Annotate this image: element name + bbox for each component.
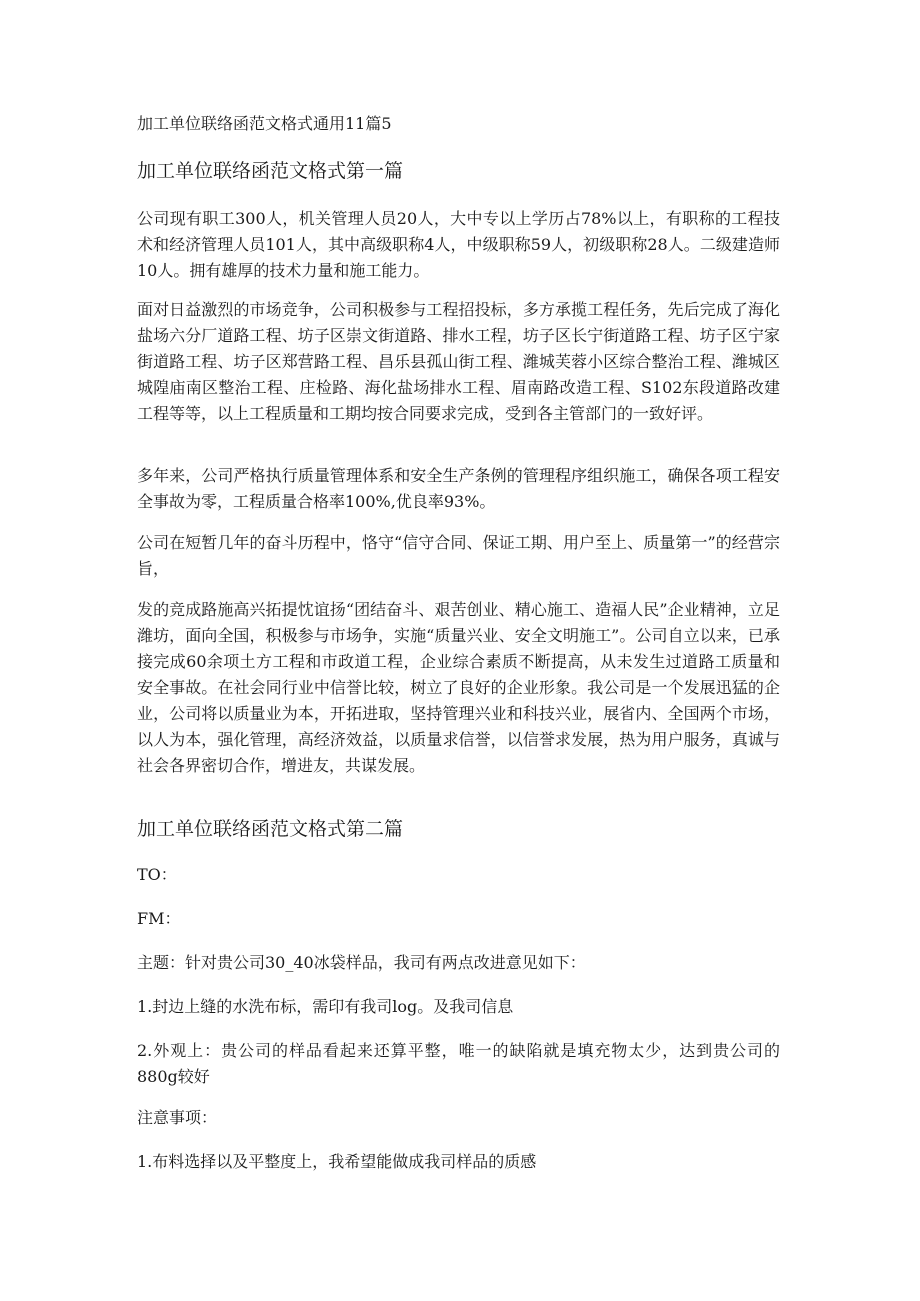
list-item-1: 1.封边上缝的水洗布标，需印有我司log。及我司信息 [137,997,514,1016]
memo-subject-line: 主题：针对贵公司30_40冰袋样品，我司有两点改进意见如下： [137,953,586,972]
section-heading-2: 加工单位联络函范文格式第二篇 [137,818,404,840]
note-item-1: 1.布料选择以及平整度上，我希望能做成我司样品的质感 [137,1152,537,1171]
paragraph-enterprise-spirit: 发的竞成路施高兴拓提忱谊扬“团结奋斗、艰苦创业、精心施工、造福人民”企业精神，立足潍坊，面向全国，积极参与市场争，实施“质量兴业、安全文明施工”。公司自立以来，已承接完成60余项土方工程和市政道工程，企业综合素质不断提高，从未发生过道路工质量和安全事故。在社会同行业中信誉比较，树立了良好的企业形象。我公司是一个发展迅猛的企业，公司将以质量业为本，开拓进取，坚持管理兴业和科技兴业，展省内、全国两个市场，以人为本，强化管理，高经济效益，以质量求信誉，以信誉求发展，热为用户服务，真诚与社会各界密切合作，增进友，共谋发展。 [137,600,780,775]
list-item-2: 2.外观上：贵公司的样品看起来还算平整，唯一的缺陷就是填充物太少，达到贵公司的880g较好 [137,1041,780,1086]
paragraph-quality: 多年来，公司严格执行质量管理体系和安全生产条例的管理程序组织施工，确保各项工程安全事故为零，工程质量合格率100%,优良率93%。 [137,466,780,511]
paragraph-staff: 公司现有职工300人，机关管理人员20人，大中专以上学历占78%以上，有职称的工程技术和经济管理人员101人，其中高级职称4人，中级职称59人，初级职称28人。二级建造师10人。拥有雄厚的技术力量和施工能力。 [137,209,780,280]
memo-from-line: FM： [137,909,181,928]
section-heading-1: 加工单位联络函范文格式第一篇 [137,160,404,182]
notes-label: 注意事项： [137,1108,218,1127]
document-title: 加工单位联络函范文格式通用11篇5 [137,114,392,133]
memo-to-line: TO： [137,865,177,884]
paragraph-projects: 面对日益激烈的市场竞争，公司积极参与工程招投标，多方承揽工程任务，先后完成了海化盐场六分厂道路工程、坊子区崇文街道路、排水工程，坊子区长宁街道路工程、坊子区宁家街道路工程、坊子区郑营路工程、昌乐县孤山街工程、潍城芙蓉小区综合整治工程、潍城区城隍庙南区整治工程、庄检路、海化盐场排水工程、眉南路改造工程、S102东段道路改建工程等等，以上工程质量和工期均按合同要求完成，受到各主管部门的一致好评。 [137,300,780,423]
paragraph-principles: 公司在短暂几年的奋斗历程中，恪守“信守合同、保证工期、用户至上、质量第一”的经营宗旨， [137,533,780,578]
